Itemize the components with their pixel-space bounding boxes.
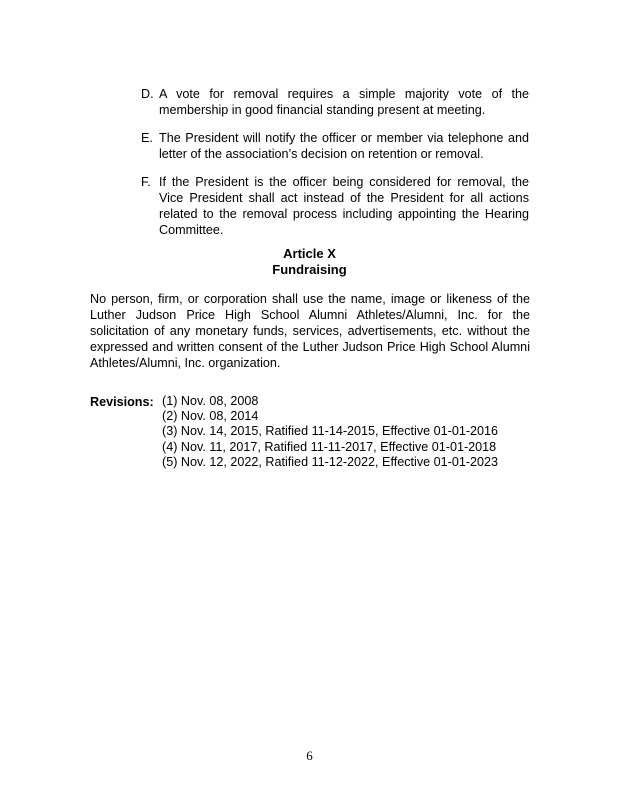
list-item-e [141,130,529,162]
revision-entry: (3) Nov. 14, 2015, Ratified 11-14-2015, Effective 01-01-2016 [162,424,499,439]
list-marker: F. [141,175,151,189]
revisions-label: Revisions: [90,395,154,409]
revision-entry: (5) Nov. 12, 2022, Ratified 11-12-2022, Effective 01-01-2023 [162,454,499,469]
article-number: Article X [283,246,336,261]
list-item-d [141,86,529,118]
page-number: 6 [306,748,313,763]
revision-entry: (4) Nov. 11, 2017, Ratified 11-11-2017, Effective 01-01-2018 [162,439,497,454]
list-item-text: A vote for removal requires a simple majority vote of the membership in good financial standing present at meeting. [159,87,529,117]
list-marker: E. [141,131,153,145]
revisions-list [162,394,498,470]
list-item-text: If the President is the officer being considered for removal, the Vice President shall act instead of the President for all actions related to the removal process including appointing the Hearing Committee. [159,175,529,237]
list-item-f [141,174,529,238]
list-item-text: The President will notify the officer or member via telephone and letter of the association’s decision on retention or removal. [159,131,529,161]
list-marker: D. [141,87,154,101]
article-body: No person, firm, or corporation shall use the name, image or likeness of the Luther Judson Price High School Alumni Athletes/Alumni, Inc. for the solicitation of any monetary funds, services, advertisements, etc. without the expressed and written consent of the Luther Judson Price High School Alumni Athletes/Alumni, Inc. organization. [90,292,530,370]
revision-entry: (1) Nov. 08, 2008 [162,394,259,408]
article-title: Fundraising [272,262,347,277]
revision-entry: (2) Nov. 08, 2014 [162,409,259,424]
